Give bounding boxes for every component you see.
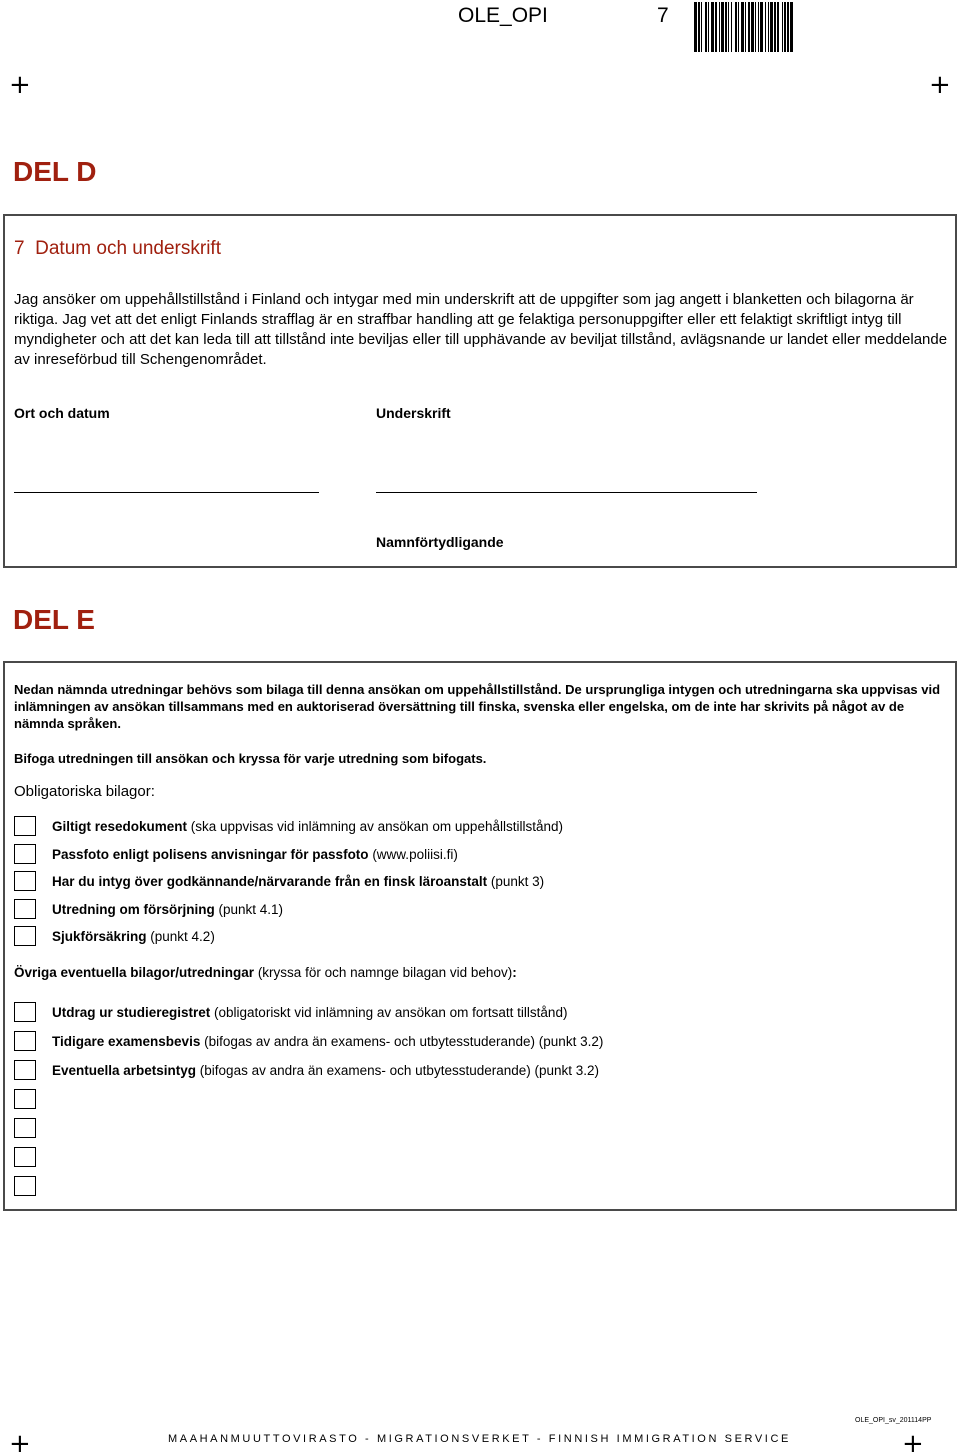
optional-attachment-item-title: Utdrag ur studieregistret (52, 1005, 211, 1020)
mandatory-attachment-item-title: Utredning om försörjning (52, 901, 215, 917)
mandatory-attachment-checkbox[interactable] (14, 844, 36, 864)
optional-attachment-checkbox[interactable] (14, 1176, 36, 1196)
mandatory-attachment-item-note: (punkt 4.1) (214, 901, 284, 917)
part-e-title: DEL E (13, 604, 95, 635)
part-d-title: DEL D (13, 156, 97, 187)
optional-heading-note: (kryssa för och namnge bilagan vid behov) (254, 965, 513, 980)
date-signature-section (3, 214, 957, 568)
optional-attachment-checkbox[interactable] (14, 1002, 36, 1022)
barcode (694, 2, 922, 52)
mandatory-attachment-item-label (52, 902, 283, 917)
mandatory-attachment-item-label (52, 874, 544, 889)
mandatory-attachment-item-note: (punkt 3) (487, 874, 545, 889)
optional-attachment-checkbox[interactable] (14, 1089, 36, 1109)
mandatory-attachment-item-note: (ska uppvisas vid inlämning av ansökan om uppehållstillstånd) (187, 819, 563, 834)
mandatory-attachment-item-title: Har du intyg över godkännande/närvarande från en finsk läroanstalt (52, 874, 488, 889)
place-date-field[interactable] (14, 492, 319, 493)
mandatory-attachments-heading: Obligatoriska bilagor: (14, 783, 155, 800)
section-number: 7 (14, 238, 25, 259)
signature-field[interactable] (376, 492, 757, 493)
optional-heading-bold: Övriga eventuella bilagor/utredningar (14, 965, 255, 980)
optional-attachment-item-label (52, 1034, 603, 1049)
mandatory-attachment-item-label (52, 929, 215, 944)
registration-mark-bottom-right: + (902, 1429, 924, 1452)
mandatory-attachment-checkbox[interactable] (14, 899, 36, 919)
mandatory-attachment-item-label (52, 847, 458, 862)
mandatory-attachment-checkbox[interactable] (14, 871, 36, 891)
form-version-code: OLE_OPI_sv_201114PP (855, 1417, 932, 1424)
optional-attachment-checkbox[interactable] (14, 1118, 36, 1138)
mandatory-attachment-item-title: Sjukförsäkring (52, 929, 147, 944)
declaration-text: Jag ansöker om uppehållstillstånd i Finland och intygar med min underskrift att de uppgifter som jag angett i blanketten och bilagorna är riktiga. Jag vet att det enligt Finlands strafflag är en straffbar handling att ge felaktiga personuppgifter eller ett felaktigt skriftligt intyg till myndigheter och att det kan leda till att tillstånd inte beviljas eller till upphävande av beviljat tillstånd, avlägsnande ur landet eller meddelande av inreseförbud till Schengenområdet. (14, 291, 948, 368)
optional-attachment-item-note: (bifogas av andra än examens- och utbytesstuderande) (punkt 3.2) (196, 1063, 600, 1078)
signature-label: Underskrift (376, 405, 451, 421)
mandatory-attachment-checkbox[interactable] (14, 926, 36, 946)
barcode-bar (793, 2, 794, 52)
optional-attachment-item-label (52, 1063, 599, 1078)
optional-attachment-checkbox[interactable] (14, 1147, 36, 1167)
section-7-heading (14, 238, 221, 260)
optional-attachment-item-note: (obligatoriskt vid inlämning av ansökan om fortsatt tillstånd) (210, 1005, 568, 1020)
agency-footer: MAAHANMUUTTOVIRASTO - MIGRATIONSVERKET - FINNISH IMMIGRATION SERVICE (168, 1433, 791, 1445)
optional-attachment-checkbox[interactable] (14, 1031, 36, 1051)
page-number: 7 (657, 4, 669, 27)
registration-mark-top-right: + (929, 70, 951, 100)
mandatory-attachment-item-label (52, 819, 563, 834)
optional-attachment-item-title: Tidigare examensbevis (52, 1034, 201, 1049)
registration-mark-bottom-left: + (9, 1429, 31, 1452)
optional-attachments-heading (14, 965, 517, 980)
attachments-instruction: Bifoga utredningen till ansökan och kryssa för varje utredning som bifogats. (14, 751, 487, 766)
registration-mark-top-left: + (9, 70, 31, 100)
mandatory-attachment-item-note: (punkt 4.2) (146, 929, 215, 944)
attachments-intro: Nedan nämnda utredningar behövs som bilaga till denna ansökan om uppehållstillstånd. De ursprungliga intygen och utredningarna ska uppvisas vid inlämningen av ansökan tillsammans med en auktoriserad översättning till finska, svenska eller engelska, om de inte har skrivits på något av de nämnda språken. (14, 682, 941, 731)
mandatory-attachment-item-note: (www.poliisi.fi) (368, 846, 458, 862)
attachments-section (3, 661, 957, 1211)
mandatory-attachment-checkbox[interactable] (14, 816, 36, 836)
name-clarification-label: Namnförtydligande (376, 534, 504, 550)
mandatory-attachment-item-title: Giltigt resedokument (52, 819, 188, 834)
optional-attachment-item-note: (bifogas av andra än examens- och utbytesstuderande) (punkt 3.2) (200, 1034, 604, 1049)
form-code: OLE_OPI (458, 4, 548, 27)
place-date-label: Ort och datum (14, 405, 110, 421)
section-title: Datum och underskrift (35, 238, 221, 259)
optional-heading-colon: : (512, 965, 517, 980)
mandatory-attachment-item-title: Passfoto enligt polisens anvisningar för passfoto (52, 846, 369, 862)
optional-attachment-item-label (52, 1005, 567, 1020)
optional-attachment-item-title: Eventuella arbetsintyg (52, 1063, 197, 1078)
optional-attachment-checkbox[interactable] (14, 1060, 36, 1080)
